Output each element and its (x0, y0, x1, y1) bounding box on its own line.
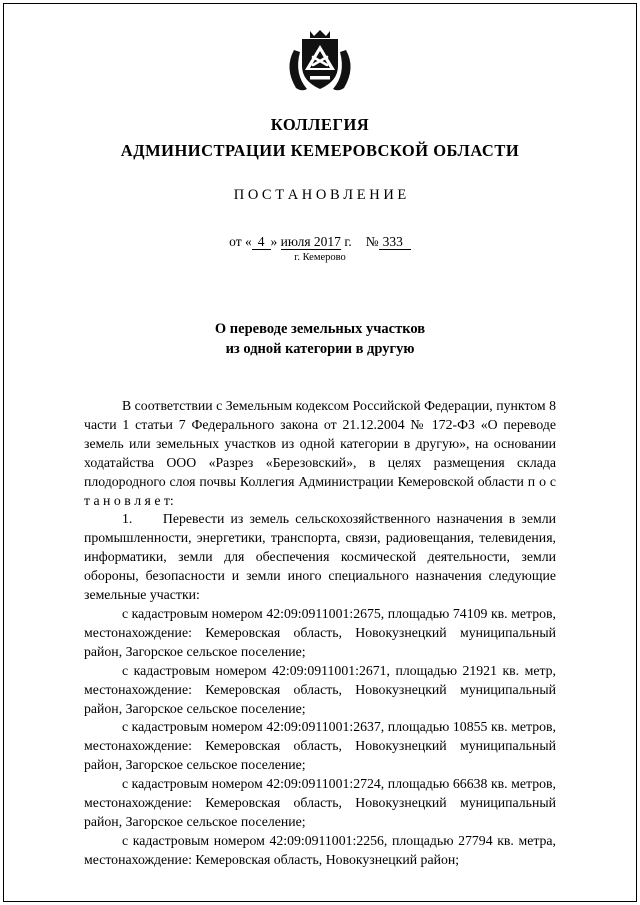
paragraph-parcel-1: с кадастровым номером 42:09:0911001:2675, площадью 74109 кв. метров, местонахождение: Кемеровская область, Новокузнецкий муниципальный район, Загорское сельское поселение; (84, 605, 556, 659)
org-name-line1: КОЛЛЕГИЯ (270, 115, 370, 134)
city-label: г. Кемерово (294, 252, 346, 263)
date-close-quote: » (270, 234, 278, 249)
paragraph-parcel-5: с кадастровым номером 42:09:0911001:2256, площадью 27794 кв. метра, местонахождение: Кемеровская область, Новокузнецкий район; (84, 832, 556, 867)
paragraph-item-1: 1. Перевести из земель сельскохозяйственного назначения в земли промышленности, энергетики, транспорта, связи, радиовещания, телевидения, информатики, земли для обеспечения космической деятельности, земли обороны, безопасности и земли иного специального назначения следующие земельные участки: (84, 511, 556, 603)
coat-of-arms-icon (84, 30, 556, 101)
number-sign: № (365, 234, 379, 249)
paragraph-parcel-3: с кадастровым номером 42:09:0911001:2637, площадью 10855 кв. метров, местонахождение: Кемеровская область, Новокузнецкий муниципальный район, Загорское сельское поселение; (84, 719, 556, 773)
title-line1: О переводе земельных участков (214, 321, 426, 337)
document-type: П О С Т А Н О В Л Е Н И Е (233, 187, 407, 203)
date-day: 4 (252, 234, 271, 250)
org-name-line2: АДМИНИСТРАЦИИ КЕМЕРОВСКОЙ ОБЛАСТИ (120, 141, 520, 160)
date-number-line (84, 234, 556, 250)
document-body (84, 397, 556, 870)
number-value: 333 (379, 234, 411, 250)
paragraph-parcel-4: с кадастровым номером 42:09:0911001:2724, площадью 66638 кв. метров, местонахождение: Кемеровская область, Новокузнецкий муниципальный район, Загорское сельское поселение; (84, 776, 556, 829)
document-title (84, 319, 556, 359)
title-line2: из одной категории в другую (225, 341, 415, 357)
paragraph-parcel-2: с кадастровым номером 42:09:0911001:2671, площадью 21921 кв. метр, местонахождение: Кемеровская область, Новокузнецкий муниципальный район, Загорское сельское поселение; (84, 662, 556, 716)
paragraph-preamble: В соответствии с Земельным кодексом Российской Федерации, пунктом 8 части 1 статьи 7 Федерального закона от 21.12.2004 № 172-ФЗ «О переводе земель или земельных участков из одной категории в другую», на основании ходатайства ООО «Разрез «Березовский», в целях размещения склада плодородного слоя почвы Коллегия Администрации Кемеровской области п о с т а н о в л я е т: (84, 398, 556, 508)
date-suffix: г. (344, 234, 352, 249)
date-month-year: июля 2017 (280, 234, 341, 249)
date-prefix: от « (229, 234, 252, 249)
